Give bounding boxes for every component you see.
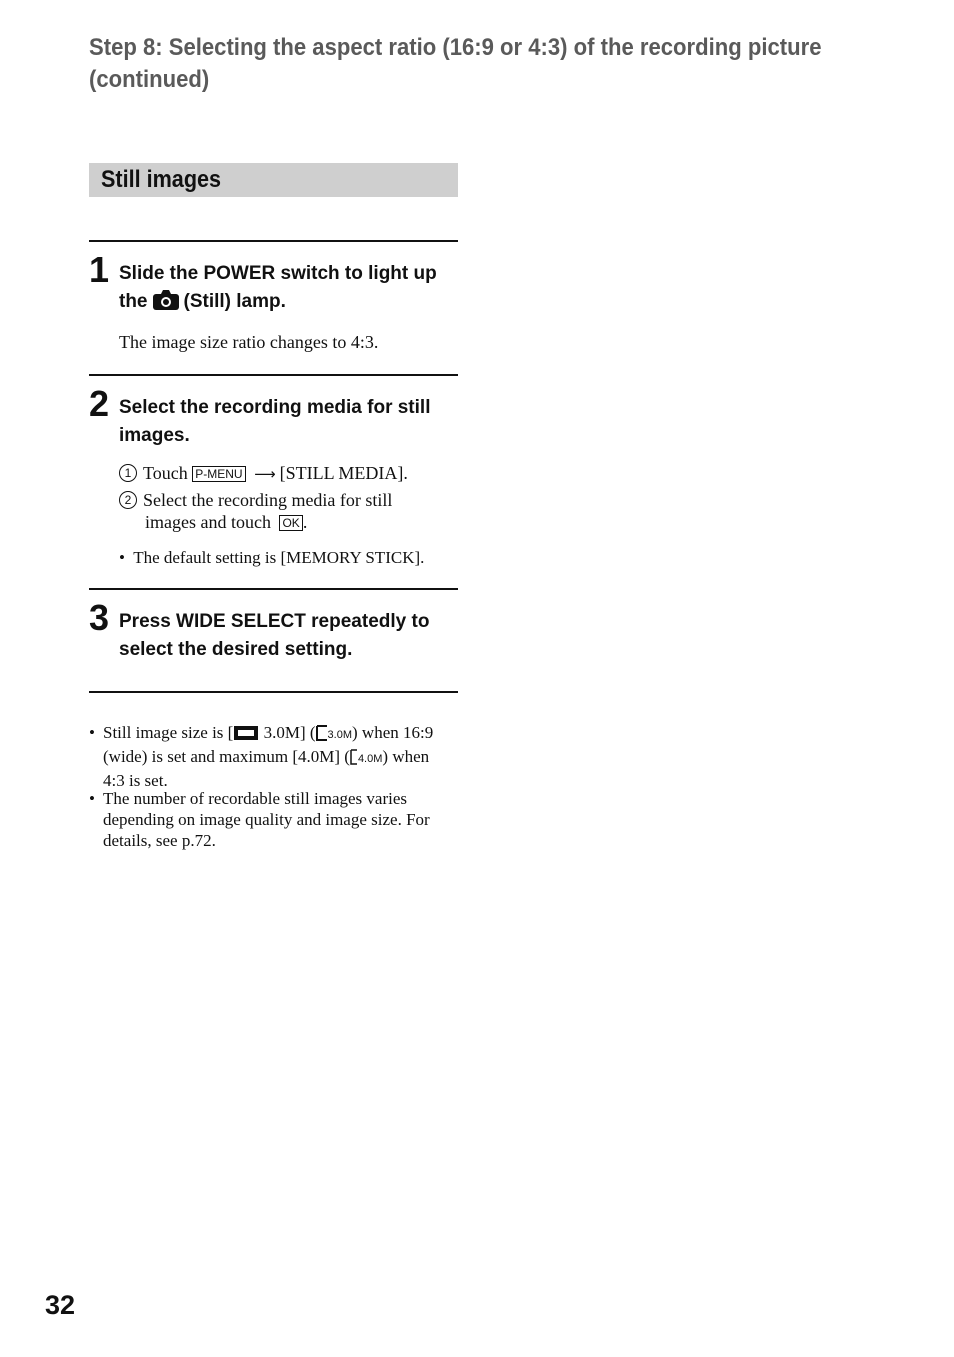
note-1-size-3m: 3.0M bbox=[327, 729, 352, 741]
note-2 bbox=[89, 788, 457, 854]
page-title-line2: (continued) bbox=[89, 66, 210, 93]
step-2-bullet-text: The default setting is [MEMORY STICK]. bbox=[133, 548, 425, 567]
substep-1-after: [STILL MEDIA]. bbox=[279, 463, 408, 483]
step-2-number: 2 bbox=[89, 383, 110, 424]
step-1-number: 1 bbox=[89, 249, 110, 290]
section-header bbox=[89, 163, 458, 197]
note-1-part-a: Still image size is [ bbox=[103, 723, 234, 742]
wide-frame-icon bbox=[316, 725, 328, 741]
step-2-heading: Select the recording media for still images. bbox=[119, 397, 431, 446]
bullet-dot: • bbox=[119, 548, 125, 567]
page-number: 32 bbox=[45, 1290, 76, 1320]
step-1-heading-line2 bbox=[119, 288, 459, 316]
substep-2-after: . bbox=[302, 512, 308, 532]
substep-2-line1: Select the recording media for still bbox=[143, 490, 393, 510]
note-1-part-c: ) when 16:9 bbox=[352, 723, 434, 742]
ok-button: OK bbox=[279, 515, 302, 531]
steps-end-rule bbox=[89, 691, 458, 693]
step-1-body: The image size ratio changes to 4:3. bbox=[119, 332, 379, 352]
wide-image-size-icon bbox=[233, 725, 259, 741]
note-2-text: The number of recordable still images varies depending on image quality and image size. For details, see p.72. bbox=[103, 789, 430, 850]
note-1 bbox=[89, 722, 457, 788]
standard-frame-icon bbox=[350, 749, 358, 765]
step-2-bullet bbox=[119, 547, 459, 568]
bullet-dot: • bbox=[89, 789, 95, 808]
note-1-part-e: ) when bbox=[382, 747, 430, 766]
step-2-substep-2 bbox=[119, 489, 459, 533]
step-1-heading-after: (Still) lamp. bbox=[183, 291, 286, 312]
step-3-heading: Press WIDE SELECT repeatedly to select the desired setting. bbox=[119, 611, 430, 660]
step-3-number: 3 bbox=[89, 597, 110, 638]
substep-1-text: Touch bbox=[143, 463, 188, 483]
substep-number-1: 1 bbox=[119, 464, 137, 482]
page-title bbox=[89, 32, 825, 96]
note-1-size-4m: 4.0M bbox=[357, 753, 383, 765]
step-1-heading bbox=[119, 260, 459, 316]
note-1-part-b: 3.0M] ( bbox=[259, 723, 316, 742]
substep-2-line2: images and touch bbox=[145, 512, 271, 532]
step-1-heading-before: the bbox=[119, 291, 148, 312]
arrow-right-icon: ⟶ bbox=[254, 465, 276, 483]
step-2-rule bbox=[89, 374, 458, 376]
note-1-part-d: (wide) is set and maximum [4.0M] ( bbox=[103, 747, 350, 766]
p-menu-button: P-MENU bbox=[192, 466, 245, 482]
note-1-text bbox=[103, 722, 459, 791]
page-title-line1: Step 8: Selecting the aspect ratio (16:9 or 4:3) of the recording picture bbox=[89, 34, 822, 61]
step-1-rule bbox=[89, 240, 458, 242]
substep-number-2: 2 bbox=[119, 491, 137, 509]
step-2-substep-1 bbox=[119, 462, 459, 485]
step-1-heading-line1: Slide the POWER switch to light up bbox=[119, 263, 437, 284]
step-3-rule bbox=[89, 588, 458, 590]
note-1-part-f: 4:3 is set. bbox=[103, 771, 168, 790]
camera-icon bbox=[152, 289, 180, 311]
bullet-dot: • bbox=[89, 723, 95, 742]
section-title: Still images bbox=[101, 166, 222, 193]
